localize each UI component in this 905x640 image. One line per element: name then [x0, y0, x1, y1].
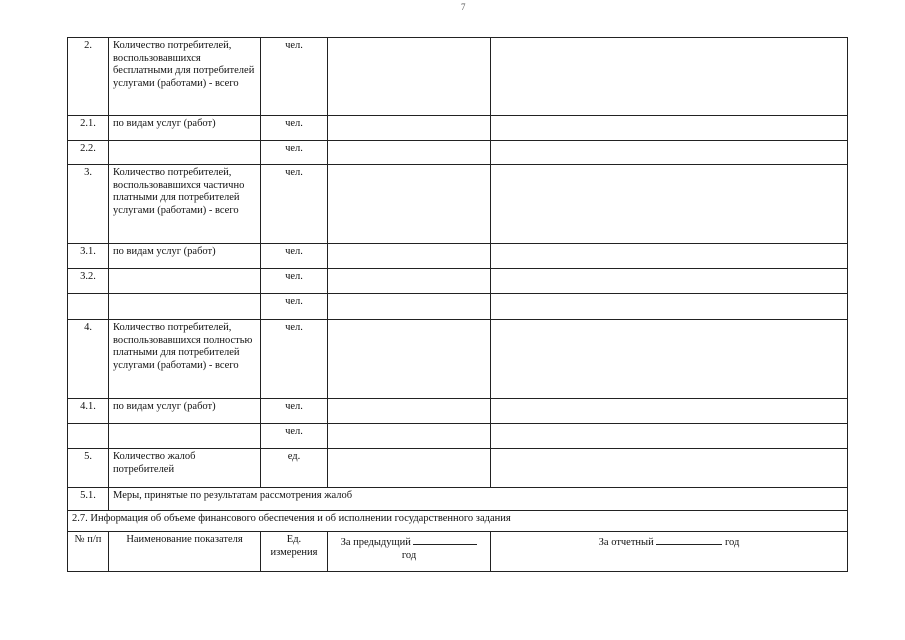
report-year-blank: [656, 534, 722, 545]
header-report-prefix: За отчетный: [598, 537, 654, 548]
header-unit: Ед. измерения: [261, 532, 328, 572]
indicator-name: по видам услуг (работ): [109, 116, 261, 141]
unit-cell: чел.: [261, 38, 328, 116]
table-row: [68, 424, 848, 449]
unit-cell: чел.: [261, 399, 328, 424]
indicator-name: [109, 141, 261, 165]
row-number: 3.1.: [68, 244, 109, 269]
prev-year-value-cell: [328, 399, 491, 424]
row-number: 2.1.: [68, 116, 109, 141]
prev-year-value-cell: [328, 141, 491, 165]
table-row: [68, 269, 848, 294]
row-number: 4.1.: [68, 399, 109, 424]
unit-cell: ед.: [261, 449, 328, 488]
report-year-value-cell: [491, 244, 848, 269]
unit-cell: чел.: [261, 165, 328, 244]
header-name: Наименование показателя: [109, 532, 261, 572]
row-number: 2.: [68, 38, 109, 116]
table-row: [68, 320, 848, 399]
report-year-value-cell: [491, 141, 848, 165]
report-year-value-cell: [491, 269, 848, 294]
prev-year-value-cell: [328, 424, 491, 449]
header-prev-prefix: За предыдущий: [340, 537, 411, 548]
prev-year-value-cell: [328, 269, 491, 294]
row-number: 2.2.: [68, 141, 109, 165]
table-row: [68, 116, 848, 141]
header-report-year: [491, 532, 848, 572]
indicator-name: [109, 424, 261, 449]
unit-cell: чел.: [261, 294, 328, 320]
table-row: [68, 449, 848, 488]
report-year-value-cell: [491, 38, 848, 116]
header-prev-suffix: год: [401, 549, 417, 561]
report-year-value-cell: [491, 116, 848, 141]
indicator-name: Количество потребителей, воспользовавшихся бесплатными для потребителей услугами (работами) - всего: [109, 38, 261, 116]
prev-year-value-cell: [328, 294, 491, 320]
unit-cell: чел.: [261, 320, 328, 399]
section-2-7-title: 2.7. Информация об объеме финансового обеспечения и об исполнении государственного задания: [68, 511, 848, 532]
unit-cell: чел.: [261, 116, 328, 141]
header-prev-year: [328, 532, 491, 572]
prev-year-value-cell: [328, 38, 491, 116]
prev-year-blank: [413, 534, 477, 545]
unit-cell: чел.: [261, 244, 328, 269]
prev-year-value-cell: [328, 165, 491, 244]
table-row: [68, 244, 848, 269]
report-year-value-cell: [491, 424, 848, 449]
table-row-complaint-measures: [68, 488, 848, 511]
indicator-name: Количество потребителей, воспользовавшихся полностью платными для потребителей услугами (работами) - всего: [109, 320, 261, 399]
report-year-value-cell: [491, 449, 848, 488]
section-row: [68, 511, 848, 532]
report-year-value-cell: [491, 320, 848, 399]
report-table: [67, 37, 848, 572]
header-num: № п/п: [68, 532, 109, 572]
report-year-value-cell: [491, 399, 848, 424]
row-number: 3.2.: [68, 269, 109, 294]
row-number: [68, 294, 109, 320]
row-number: 4.: [68, 320, 109, 399]
row-number: 5.: [68, 449, 109, 488]
row-number: 5.1.: [68, 488, 109, 511]
prev-year-value-cell: [328, 320, 491, 399]
indicator-name: по видам услуг (работ): [109, 244, 261, 269]
report-year-value-cell: [491, 165, 848, 244]
indicator-name: [109, 269, 261, 294]
table-row: [68, 141, 848, 165]
indicator-name: Количество потребителей, воспользовавшихся частично платными для потребителей услугами (работами) - всего: [109, 165, 261, 244]
row-number: [68, 424, 109, 449]
table-row: [68, 399, 848, 424]
unit-cell: чел.: [261, 141, 328, 165]
indicator-name: Количество жалоб потребителей: [109, 449, 261, 488]
prev-year-value-cell: [328, 116, 491, 141]
header-row: [68, 532, 848, 572]
complaint-measures-text: Меры, принятые по результатам рассмотрения жалоб: [109, 488, 848, 511]
unit-cell: чел.: [261, 424, 328, 449]
page-number-mark: 7: [461, 2, 466, 12]
indicator-name: [109, 294, 261, 320]
report-year-value-cell: [491, 294, 848, 320]
table-row: [68, 165, 848, 244]
prev-year-value-cell: [328, 449, 491, 488]
header-report-suffix: год: [724, 537, 740, 548]
unit-cell: чел.: [261, 269, 328, 294]
row-number: 3.: [68, 165, 109, 244]
table-row: [68, 294, 848, 320]
indicator-name: по видам услуг (работ): [109, 399, 261, 424]
prev-year-value-cell: [328, 244, 491, 269]
table-row: [68, 38, 848, 116]
